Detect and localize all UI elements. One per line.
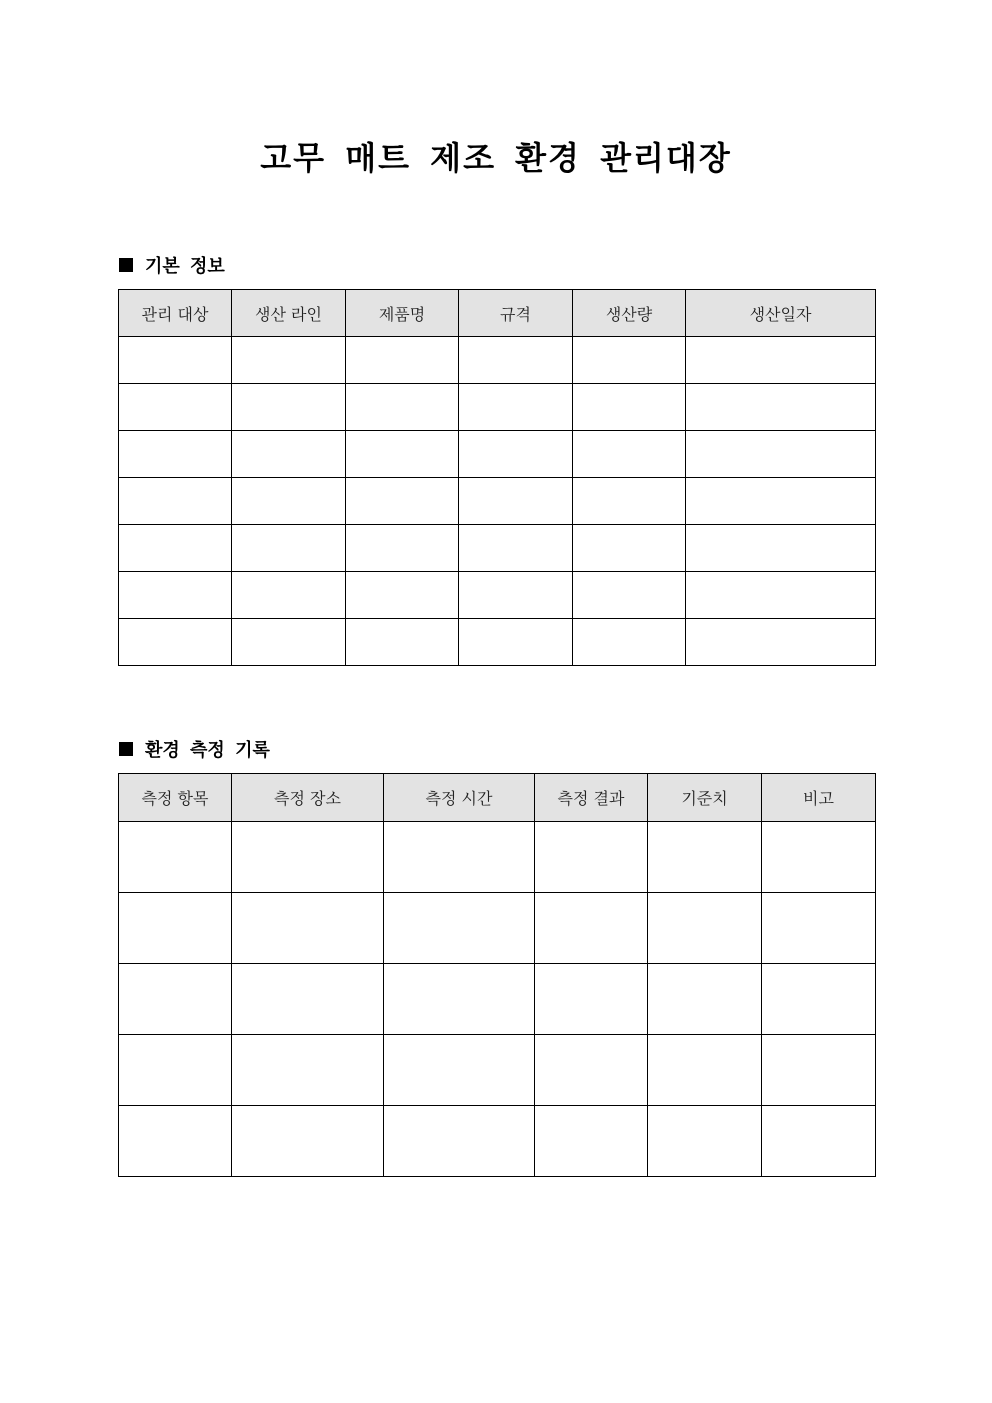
table-cell[interactable] [535,893,648,964]
table-cell[interactable] [648,1106,762,1177]
table-cell[interactable] [232,893,384,964]
table-row [119,619,876,666]
table-cell[interactable] [119,525,232,572]
table-cell[interactable] [686,384,876,431]
table-row [119,893,876,964]
table-cell[interactable] [762,1035,876,1106]
column-header: 측정 항목 [119,774,232,822]
table-cell[interactable] [686,525,876,572]
table-cell[interactable] [686,478,876,525]
table-cell[interactable] [384,1106,535,1177]
table-cell[interactable] [119,1035,232,1106]
table-cell[interactable] [762,1106,876,1177]
table-cell[interactable] [762,893,876,964]
column-header: 측정 시간 [384,774,535,822]
table-cell[interactable] [573,572,686,619]
table-cell[interactable] [762,964,876,1035]
table-cell[interactable] [648,1035,762,1106]
table-cell[interactable] [119,822,232,893]
table-cell[interactable] [573,478,686,525]
table-row [119,964,876,1035]
column-header: 비고 [762,774,876,822]
table-cell[interactable] [119,478,232,525]
column-header: 생산일자 [686,290,876,337]
basic-info-header-row [119,290,876,337]
table-cell[interactable] [686,619,876,666]
table-cell[interactable] [119,431,232,478]
table-cell[interactable] [232,822,384,893]
table-cell[interactable] [686,431,876,478]
table-cell[interactable] [459,337,573,384]
table-cell[interactable] [232,337,346,384]
table-row [119,337,876,384]
table-cell[interactable] [573,431,686,478]
column-header: 생산량 [573,290,686,337]
table-row [119,525,876,572]
column-header: 측정 장소 [232,774,384,822]
table-cell[interactable] [119,964,232,1035]
basic-info-heading [119,252,225,278]
env-record-table [118,773,876,1177]
column-header: 측정 결과 [535,774,648,822]
table-cell[interactable] [459,619,573,666]
table-row [119,1035,876,1106]
table-row [119,1106,876,1177]
table-cell[interactable] [232,525,346,572]
table-cell[interactable] [384,893,535,964]
table-cell[interactable] [459,478,573,525]
table-cell[interactable] [459,384,573,431]
table-cell[interactable] [573,619,686,666]
table-cell[interactable] [384,1035,535,1106]
table-cell[interactable] [459,431,573,478]
table-cell[interactable] [346,431,459,478]
table-cell[interactable] [119,337,232,384]
column-header: 관리 대상 [119,290,232,337]
table-cell[interactable] [346,478,459,525]
table-row [119,822,876,893]
table-cell[interactable] [232,384,346,431]
table-cell[interactable] [232,478,346,525]
column-header: 규격 [459,290,573,337]
table-cell[interactable] [686,337,876,384]
square-bullet-icon [119,742,133,756]
table-cell[interactable] [232,1106,384,1177]
table-cell[interactable] [384,822,535,893]
table-cell[interactable] [762,822,876,893]
env-record-header-row [119,774,876,822]
table-cell[interactable] [232,964,384,1035]
column-header: 기준치 [648,774,762,822]
env-record-heading-label: 환경 측정 기록 [145,740,270,761]
table-cell[interactable] [346,525,459,572]
table-cell[interactable] [232,619,346,666]
table-row [119,431,876,478]
basic-info-table [118,289,876,666]
table-cell[interactable] [119,893,232,964]
table-cell[interactable] [573,337,686,384]
table-cell[interactable] [346,337,459,384]
table-cell[interactable] [535,822,648,893]
basic-info-heading-label: 기본 정보 [145,256,225,277]
table-row [119,572,876,619]
square-bullet-icon [119,258,133,272]
table-cell[interactable] [535,1106,648,1177]
env-record-heading [119,736,270,762]
table-cell[interactable] [535,964,648,1035]
table-cell[interactable] [119,619,232,666]
table-cell[interactable] [119,572,232,619]
table-cell[interactable] [648,964,762,1035]
table-cell[interactable] [384,964,535,1035]
table-cell[interactable] [573,384,686,431]
table-cell[interactable] [535,1035,648,1106]
table-cell[interactable] [119,384,232,431]
column-header: 제품명 [346,290,459,337]
table-cell[interactable] [346,619,459,666]
table-row [119,384,876,431]
document-title: 고무 매트 제조 환경 관리대장 [260,139,732,177]
table-cell[interactable] [648,893,762,964]
table-cell[interactable] [459,572,573,619]
table-cell[interactable] [648,822,762,893]
table-cell[interactable] [119,1106,232,1177]
column-header: 생산 라인 [232,290,346,337]
table-cell[interactable] [232,431,346,478]
table-cell[interactable] [346,572,459,619]
table-cell[interactable] [573,525,686,572]
table-row [119,478,876,525]
table-cell[interactable] [346,384,459,431]
table-cell[interactable] [232,572,346,619]
table-cell[interactable] [459,525,573,572]
table-cell[interactable] [686,572,876,619]
table-cell[interactable] [232,1035,384,1106]
